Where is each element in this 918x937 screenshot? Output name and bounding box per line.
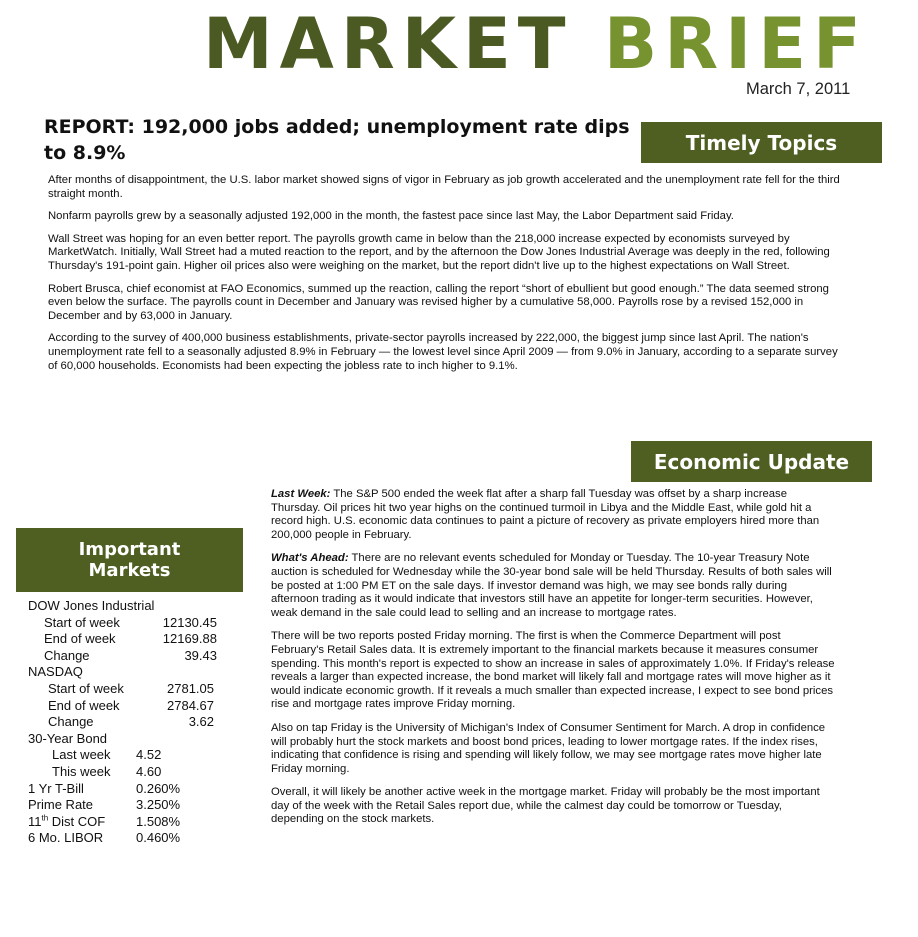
- dow-start-row: [28, 615, 248, 632]
- nasdaq-end-label: End of week: [48, 697, 120, 713]
- markets-table: [28, 598, 248, 847]
- economic-paragraph: There will be two reports posted Friday morning. The first is when the Commerce Department will post February's Retail Sales data. It is extremely important to the financial markets because it measures consumer spending. This month's report is expected to show an increase in sales of approximately 1.0%. If Friday's release reveals a larger than expected increase, the bond market will likely fall and mortgage rates will move higher as it would indicate economic growth. If it reveals a much smaller than expected increase, I expect to see bond prices rise and mortgage rates improve Friday morning.: [271, 630, 835, 711]
- cof-label-sup: th: [41, 813, 49, 823]
- last-week-label: Last Week:: [271, 488, 331, 500]
- article-paragraph: Nonfarm payrolls grew by a seasonally adjusted 192,000 in the month, the fastest pace since last May, the Labor Department said Friday.: [48, 210, 734, 223]
- economic-paragraph: Also on tap Friday is the University of Michigan's Index of Consumer Sentiment for March. A drop in confidence will probably hurt the stock markets and boost bond prices, leading to lower mortgage rates. If the index rises, indicating that confidence is rising and spending will likely follow, we may see mortgage rates move higher late Friday morning.: [271, 721, 826, 775]
- nasdaq-start-label: Start of week: [48, 680, 124, 696]
- cof-row: [28, 814, 248, 831]
- article-paragraph: After months of disappointment, the U.S. labor market showed signs of vigor in February as job growth accelerated and the unemployment rate fell for the third straight month.: [48, 174, 840, 200]
- whats-ahead-label: What's Ahead:: [271, 552, 349, 565]
- prime-row: [28, 797, 248, 814]
- nasdaq-start-value: 2781.05: [167, 680, 214, 696]
- economic-update-header: Economic Update: [631, 441, 872, 482]
- nasdaq-start-row: [28, 681, 248, 698]
- dow-change-label: Change: [44, 647, 90, 663]
- article-paragraph: Wall Street was hoping for an even better report. The payrolls growth came in below than the 218,000 increase expected by economists surveyed by MarketWatch. Initially, Wall Street had a muted reaction to the report, and by the afternoon the Dow Jones Industrial Average was deeply in the red, following Thursday's 191-point gain. Higher oil prices also were weighing on the market, but the report didn't live up to the highest expectations on Wall Street.: [48, 232, 830, 272]
- libor-value: 0.460%: [136, 830, 181, 846]
- whats-ahead-text: There are no relevant events scheduled for Monday or Tuesday. The 10-year Treasury Note auction is scheduled for Wednesday while the 30-year bond sale will be held Thursday. Results of both sales will be posted at 1:00 PM ET on the sale days. If investor demand was high, we may see bonds rally during afternoon trading as it would indicate that investors still have an appetite for longer-term securities. However, weak demand in the sale could lead to selling and an increase to mortgage rates.: [271, 552, 832, 619]
- article-paragraph: According to the survey of 400,000 business establishments, private-sector payrolls increased by 222,000, the biggest jump since last April. The nation's unemployment rate fell to a seasonally adjusted 8.9% in February — the lowest level since April 2009 — from 9.0% in January, according to a separate survey of 60,000 households. Economists had been expecting the jobless rate to inch higher to 9.1%.: [48, 332, 838, 372]
- prime-value: 3.250%: [136, 797, 181, 813]
- dow-start-value: 12130.45: [162, 614, 217, 630]
- tbill-value: 0.260%: [136, 780, 181, 796]
- bond-this-label: This week: [52, 763, 111, 779]
- masthead-brief: BRIEF: [603, 3, 868, 85]
- important-markets-line1: Important: [78, 539, 181, 560]
- bond-this-value: 4.60: [136, 763, 162, 779]
- nasdaq-change-value: 3.62: [188, 714, 214, 730]
- nasdaq-title: NASDAQ: [28, 664, 83, 680]
- masthead: [203, 2, 868, 86]
- dow-start-label: Start of week: [44, 614, 120, 630]
- prime-label: Prime Rate: [28, 797, 94, 813]
- issue-date: March 7, 2011: [746, 80, 851, 98]
- important-markets-header: [16, 528, 243, 592]
- bond-last-row: [28, 747, 248, 764]
- masthead-market: MARKET: [203, 3, 573, 85]
- nasdaq-change-row: [28, 714, 248, 731]
- nasdaq-end-value: 2784.67: [167, 697, 214, 713]
- dow-end-row: [28, 631, 248, 648]
- cof-label: [28, 814, 136, 831]
- dow-end-label: End of week: [44, 631, 116, 647]
- bond-last-value: 4.52: [136, 747, 162, 763]
- tbill-row: [28, 781, 248, 798]
- libor-label: 6 Mo. LIBOR: [28, 830, 104, 846]
- last-week-paragraph: [271, 488, 836, 542]
- bond-this-row: [28, 764, 248, 781]
- cof-label-rest: Dist COF: [48, 813, 106, 829]
- headline: REPORT: 192,000 jobs added; unemployment rate dips to 8.9%: [44, 116, 630, 164]
- dow-change-row: [28, 648, 248, 665]
- libor-row: [28, 830, 248, 847]
- whats-ahead-paragraph: [271, 552, 836, 620]
- tbill-label: 1 Yr T-Bill: [28, 780, 84, 796]
- dow-title: DOW Jones Industrial: [28, 598, 155, 613]
- nasdaq-change-label: Change: [48, 714, 94, 730]
- nasdaq-title-row: [28, 664, 248, 681]
- dow-change-value: 39.43: [184, 647, 217, 663]
- cof-label-num: 11: [28, 813, 42, 829]
- article-body: [48, 174, 840, 382]
- bond-title: 30-Year Bond: [28, 730, 108, 746]
- article-paragraph: Robert Brusca, chief economist at FAO Economics, summed up the reaction, calling the report “short of ebullient but good enough.” The data seemed strong even below the surface. The payrolls count in December and January was revised higher by a cumulative 58,000. Payrolls rose by a revised 152,000 in December and by 63,000 in January.: [48, 282, 829, 322]
- dow-title-row: [28, 598, 248, 615]
- economic-paragraph: Overall, it will likely be another active week in the mortgage market. Friday will probably be the most important day of the week with the Retail Sales report due, while the calmest day could be tomorrow or Tuesday, depending on the stock markets.: [271, 786, 820, 826]
- timely-topics-header: Timely Topics: [641, 122, 882, 163]
- bond-last-label: Last week: [52, 747, 111, 763]
- bond-title-row: [28, 731, 248, 748]
- economic-update-body: [271, 488, 836, 837]
- nasdaq-end-row: [28, 698, 248, 715]
- last-week-text: The S&P 500 ended the week flat after a sharp fall Tuesday was offset by a sharp increase Thursday. Oil prices hit two year highs on the continued turmoil in Libya and the Middle East, while gold hit a record high. U.S. economic data continues to paint a picture of recovery as private employers hired more than 200,000 people in February.: [271, 488, 820, 541]
- dow-end-value: 12169.88: [162, 631, 217, 647]
- important-markets-line2: Markets: [88, 560, 171, 581]
- cof-value: 1.508%: [136, 813, 181, 829]
